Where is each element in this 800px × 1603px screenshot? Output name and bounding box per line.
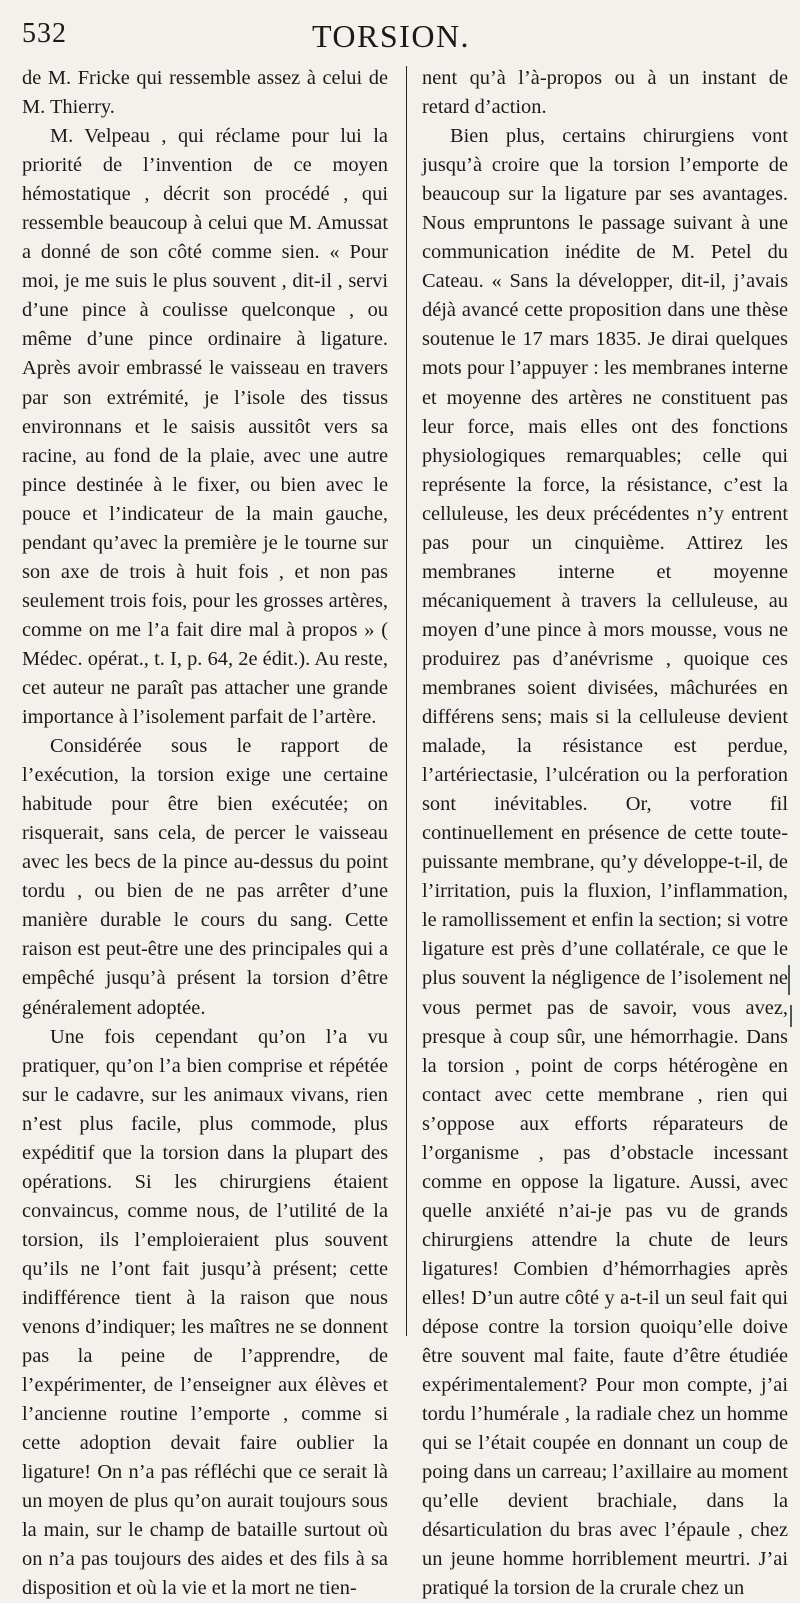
- column-divider: [406, 66, 407, 1336]
- scan-edge-mark: [790, 1005, 792, 1027]
- paragraph: Bien plus, certains chirurgiens vont jusqu’à croire que la torsion l’emporte de beaucoup sur la ligature par ses avantages. Nous empruntons le passage suivant à une communication inédite de M. Petel du Cateau. « Sans la développer, dit-il, j’avais déjà avancé cette proposition dans une thèse soutenue le 17 mars 1835. Je dirai quelques mots pour l’appuyer : les membranes interne et moyenne des artères ne constituent pas leur force, mais elles ont des fonctions physiologiques remarquables; celle qui représente la force, la résistance, c’est la celluleuse, les deux précédentes n’y entrent pas pour un cinquième. Attirez les membranes interne et moyenne mécaniquement à travers la celluleuse, au moyen d’une pince à mors mousse, vous ne produirez pas d’anévrisme , quoique ces membranes soient divisées, mâchurées en différens sens; mais si la celluleuse devient malade, la résistance est perdue, l’artériectasie, l’ulcération ou la perforation sont inévitables. Or, votre fil continuellement en présence de cette toute-puissante membrane, qu’y développe-t-il, de l’irritation, puis la fluxion, l’inflammation, le ramollissement et enfin la section; si votre ligature est près d’une collatérale, ce que le plus souvent la négligence de l’isolement ne vous permet pas de savoir, vous avez, presque à coup sûr, une hémorrhagie. Dans la torsion , point de corps hétérogène en contact avec cette membrane , rien qui s’oppose aux efforts réparateurs de l’organisme , pas d’obstacle incessant comme en oppose la ligature. Aussi, avec quelle anxiété n’ai-je pas vu de grands chirurgiens attendre la chute de leurs ligatures! Combien d’hémorrhagies après elles! D’un autre côté y a-t-il un seul fait qui dépose contre la torsion quoiqu’elle doive être souvent mal faite, faute d’être étudiée expérimentalement? Pour mon compte, j’ai tordu l’humérale , la radiale chez un homme qui se l’était coupée en donnant un coup de poing dans un carreau; l’axillaire au moment qu’elle devient brachiale, dans la désarticulation du bras avec l’épaule , chez un jeune homme horriblement meurtri. J’ai pratiqué la torsion de la crurale chez un: [422, 125, 788, 1600]
- right-column: [422, 64, 788, 1603]
- paragraph: Considérée sous le rapport de l’exécution, la torsion exige une certaine habitude pour être bien exécutée; on risquerait, sans cela, de percer le vaisseau avec les becs de la pince au-dessus du point tordu , ou bien de ne pas arrêter d’une manière durable le cours du sang. Cette raison est peut-être une des principales qui a empêché jusqu’à présent la torsion d’être généralement adoptée.: [22, 735, 388, 1019]
- paragraph: Une fois cependant qu’on l’a vu pratiquer, qu’on l’a bien comprise et répétée sur le cadavre, sur les animaux vivans, rien n’est plus facile, plus commode, plus expéditif que la torsion dans la plupart des opérations. Si les chirurgiens étaient convaincus, comme nous, de l’utilité de la torsion, ils l’emploieraient plus souvent qu’ils ne l’ont fait jusqu’à présent; cette indifférence tient à la raison que nous venons d’indiquer; les maîtres ne se donnent pas la peine de l’apprendre, de l’expérimenter, de l’enseigner aux élèves et l’ancienne routine l’emporte , comme si cette adoption devait faire oublier la ligature! On n’a pas réfléchi que ce serait là un moyen de plus qu’on aurait toujours sous la main, sur le champ de bataille surtout où on n’a pas toujours des aides et des fils à sa disposition et où la vie et la mort ne tien-: [22, 1025, 388, 1600]
- page-number: 532: [22, 18, 67, 49]
- paragraph: nent qu’à l’à-propos ou à un instant de retard d’action.: [422, 67, 788, 119]
- running-title: TORSION.: [311, 18, 471, 54]
- paragraph: de M. Fricke qui ressemble assez à celui de M. Thierry.: [22, 67, 388, 119]
- scan-edge-mark: [788, 965, 790, 995]
- page-header: [22, 18, 760, 58]
- left-column: [22, 64, 388, 1603]
- paragraph: M. Velpeau , qui réclame pour lui la priorité de l’invention de ce moyen hémostatique , décrit son procédé , qui ressemble beaucoup à celui que M. Amussat a donné de son côté comme sien. « Pour moi, je me suis le plus souvent , dit-il , servi d’une pince à coulisse quelconque , ou même d’une pince ordinaire à ligature. Après avoir embrassé le vaisseau en travers par son extrémité, je l’isole des tissus environnans et le saisis aussitôt vers sa racine, au fond de la plaie, avec une autre pince destinée à le fixer, ou bien avec le pouce et l’indicateur de la main gauche, pendant qu’avec la première je le tourne sur son axe de trois à huit fois , et non pas seulement trois fois, pour les grosses artères, comme on me l’a fait dire mal à propos » ( Médec. opérat., t. I, p. 64, 2e édit.). Au reste, cet auteur ne paraît pas attacher une grande importance à l’isolement parfait de l’artère.: [22, 125, 388, 729]
